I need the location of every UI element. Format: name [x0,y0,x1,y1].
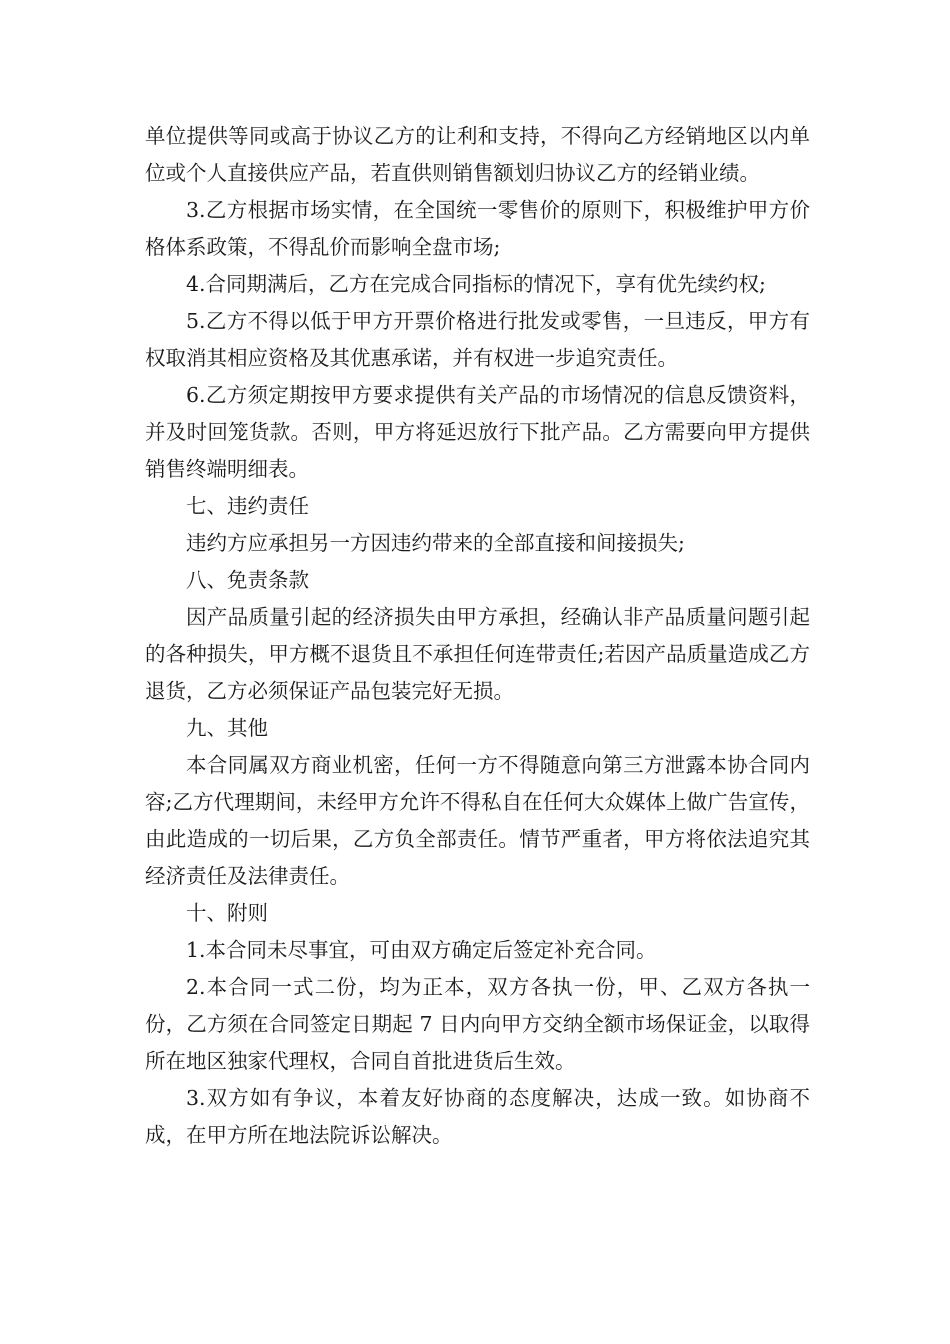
section-heading-appendix: 十、附则 [186,901,268,925]
appendix-item-2: 2.本合同一式二份，均为正本，双方各执一份，甲、乙双方各执一份，乙方须在合同签定日期起 7 日内向甲方交纳全额市场保证金，以取得所在地区独家代理权，合同自首批进货后生效。 [145,975,810,1073]
clause-item-3: 3.乙方根据市场实情，在全国统一零售价的原则下，积极维护甲方价格体系政策，不得乱价而影响全盘市场; [145,198,810,259]
section-heading-other: 九、其他 [186,716,268,740]
section-heading-exemption: 八、免责条款 [186,568,309,592]
appendix-item-3: 3.双方如有争议，本着友好协商的态度解决，达成一致。如协商不成，在甲方所在地法院诉讼解决。 [145,1086,810,1147]
paragraph-other: 本合同属双方商业机密，任何一方不得随意向第三方泄露本协合同内容;乙方代理期间，未经甲方允许不得私自在任何大众媒体上做广告宣传，由此造成的一切后果，乙方负全部责任。情节严重者，甲方将依法追究其经济责任及法律责任。 [145,753,810,888]
section-heading-breach: 七、违约责任 [186,494,309,518]
paragraph-exemption: 因产品质量引起的经济损失由甲方承担，经确认非产品质量问题引起的各种损失，甲方概不退货且不承担任何连带责任;若因产品质量造成乙方退货，乙方必须保证产品包装完好无损。 [145,605,810,703]
document-body [145,118,810,1154]
clause-item-6: 6.乙方须定期按甲方要求提供有关产品的市场情况的信息反馈资料，并及时回笼货款。否则，甲方将延迟放行下批产品。乙方需要向甲方提供销售终端明细表。 [145,383,810,481]
appendix-item-1: 1.本合同未尽事宜，可由双方确定后签定补充合同。 [186,938,657,962]
paragraph-continuation: 单位提供等同或高于协议乙方的让利和支持，不得向乙方经销地区以内单位或个人直接供应产品，若直供则销售额划归协议乙方的经销业绩。 [145,124,810,185]
paragraph-breach: 违约方应承担另一方因违约带来的全部直接和间接损失; [186,531,685,555]
clause-item-4: 4.合同期满后，乙方在完成合同指标的情况下，享有优先续约权; [186,272,766,296]
clause-item-5: 5.乙方不得以低于甲方开票价格进行批发或零售，一旦违反，甲方有权取消其相应资格及其优惠承诺，并有权进一步追究责任。 [145,309,810,370]
